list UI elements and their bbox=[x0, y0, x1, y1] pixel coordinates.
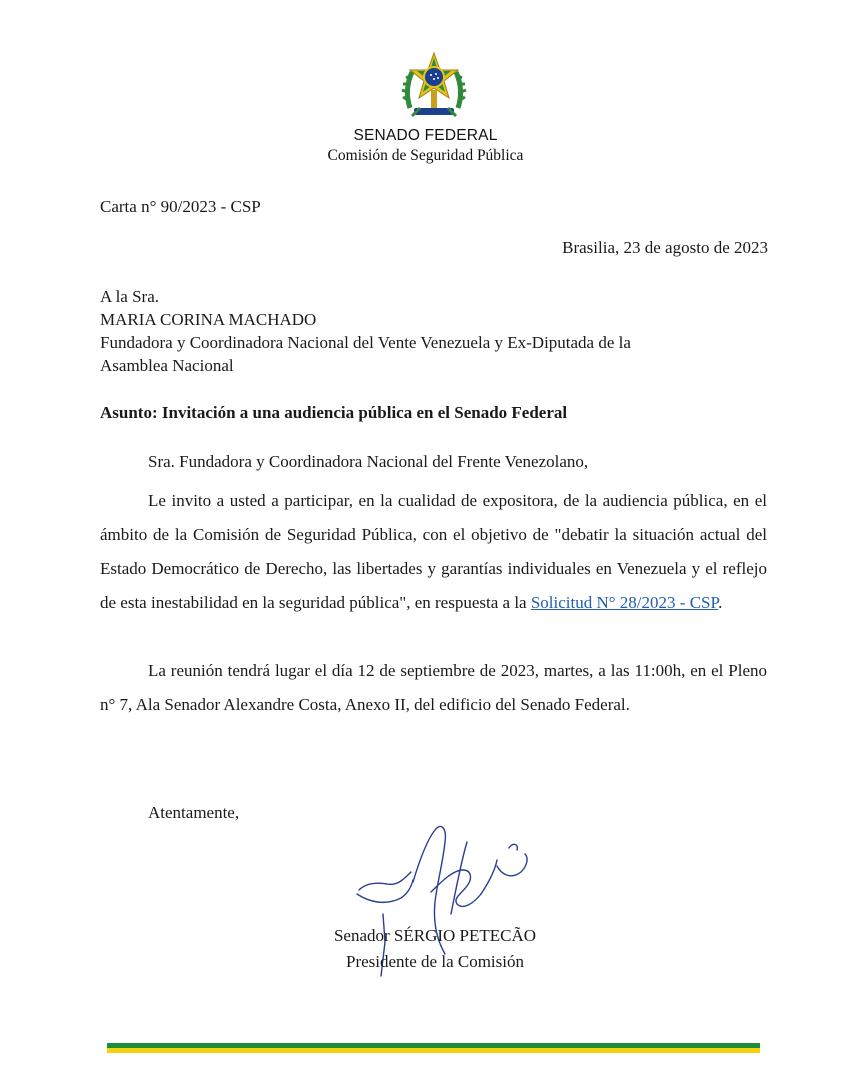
paragraph-invitation-end: . bbox=[718, 593, 723, 612]
recipient-title-line1: Fundadora y Coordinadora Nacional del Vente Venezuela y Ex-Diputada de la bbox=[100, 333, 631, 352]
footer-yellow-stripe bbox=[107, 1048, 760, 1053]
paragraph-meeting-details: La reunión tendrá lugar el día 12 de septiembre de 2023, martes, a las 11:00h, en el Pleno n° 7, Ala Senador Alexandre Costa, Anexo II, del edificio del Senado Federal. bbox=[100, 661, 767, 714]
subject-line: Asunto: Invitación a una audiencia pública en el Senado Federal bbox=[100, 403, 568, 422]
coat-of-arms-icon bbox=[400, 50, 468, 120]
greeting: Sra. Fundadora y Coordinadora Nacional del Frente Venezolano, bbox=[148, 452, 589, 471]
recipient-salutation: A la Sra. bbox=[100, 287, 160, 306]
letter-number: Carta n° 90/2023 - CSP bbox=[100, 197, 261, 216]
place-date: Brasilia, 23 de agosto de 2023 bbox=[562, 238, 768, 257]
commission-name: Comisión de Seguridad Pública bbox=[327, 147, 524, 164]
recipient-name: MARIA CORINA MACHADO bbox=[100, 310, 317, 329]
recipient-block bbox=[100, 285, 760, 377]
paragraph-invitation-text: Le invito a usted a participar, en la cualidad de expositora, de la audiencia pública, en el ámbito de la Comisión de Seguridad Pública, con el objetivo de "debatir la situación actual del Estado Democrático de Derecho, las libertades y garantías individuales en Venezuela y el reflejo de esta inestabilidad en la seguridad pública", en respuesta a la bbox=[100, 491, 767, 612]
paragraph-invitation bbox=[100, 484, 767, 620]
signer-role: Presidente de la Comisión bbox=[345, 952, 524, 971]
request-link[interactable]: Solicitud N° 28/2023 - CSP bbox=[530, 593, 719, 612]
closing: Atentamente, bbox=[148, 803, 240, 822]
signer-name: Senador SÉRGIO PETECÃO bbox=[333, 926, 537, 945]
institution-name: SENADO FEDERAL bbox=[353, 127, 498, 144]
recipient-title-line2: Asamblea Nacional bbox=[100, 356, 234, 375]
